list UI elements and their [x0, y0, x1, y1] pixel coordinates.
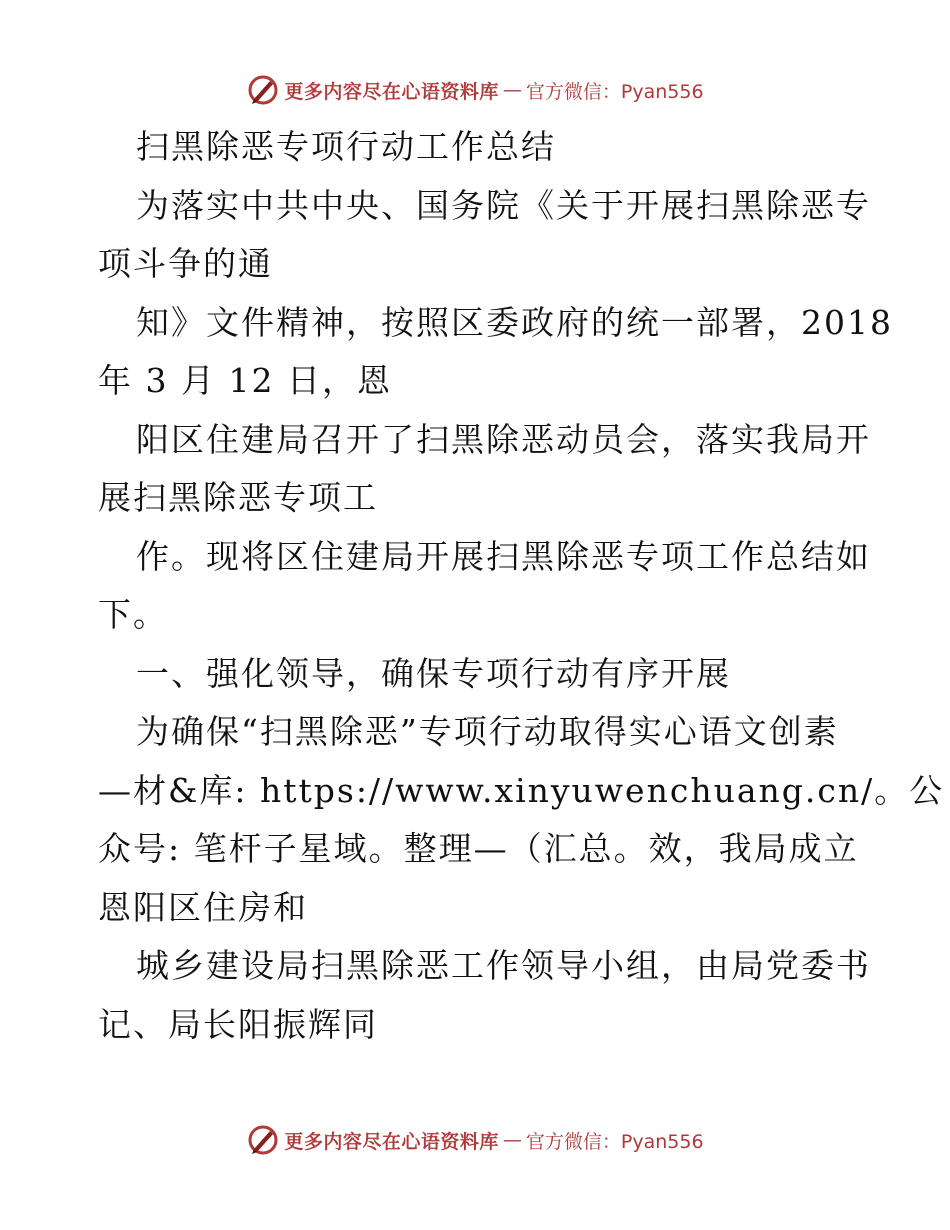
- section-heading: 一、强化领导，确保专项行动有序开展: [136, 653, 731, 693]
- footer-banner: [0, 1120, 950, 1160]
- banner-title: 更多内容尽在心语资料库: [284, 1130, 499, 1153]
- document-body: [98, 118, 945, 1054]
- paragraph-line: 记、局长阳振辉同: [98, 1004, 378, 1044]
- banner-wechat: 官方微信：Pyan556: [525, 80, 704, 103]
- paragraph-line: 展扫黑除恶专项工: [98, 478, 378, 517]
- banner-wechat: 官方微信：Pyan556: [525, 1130, 704, 1153]
- banner-title: 更多内容尽在心语资料库: [284, 80, 499, 103]
- pen-logo-icon: [246, 1123, 280, 1157]
- paragraph-line: 下。: [98, 595, 168, 634]
- paragraph-line: 为落实中共中央、国务院《关于开展扫黑除恶专: [136, 185, 871, 225]
- paragraph-line: 作。现将区住建局开展扫黑除恶专项工作总结如: [136, 536, 871, 576]
- banner-separator: —: [502, 79, 522, 101]
- paragraph-line: 阳区住建局召开了扫黑除恶动员会，落实我局开: [136, 419, 871, 459]
- document-title: 扫黑除恶专项行动工作总结: [136, 127, 556, 166]
- paragraph-line: 众号: 笔杆子星域。整理—（汇总。效，我局成立: [98, 829, 859, 868]
- paragraph-line: 年 3 月 12 日，恩: [98, 361, 392, 400]
- paragraph-line: 为确保“扫黑除恶”专项行动取得实心语文创素: [136, 712, 839, 751]
- banner-separator: —: [502, 1129, 522, 1151]
- paragraph-line: 城乡建设局扫黑除恶工作领导小组，由局党委书: [136, 946, 871, 985]
- header-banner: [0, 70, 950, 110]
- paragraph-line: 项斗争的通: [98, 244, 273, 283]
- pen-logo-icon: [246, 73, 280, 107]
- paragraph-line: 恩阳区住房和: [98, 887, 308, 927]
- paragraph-line: 知》文件精神，按照区委政府的统一部署，2018: [136, 302, 893, 342]
- paragraph-line: —材&库: https://www.xinyuwenchuang.cn/。公: [98, 770, 945, 810]
